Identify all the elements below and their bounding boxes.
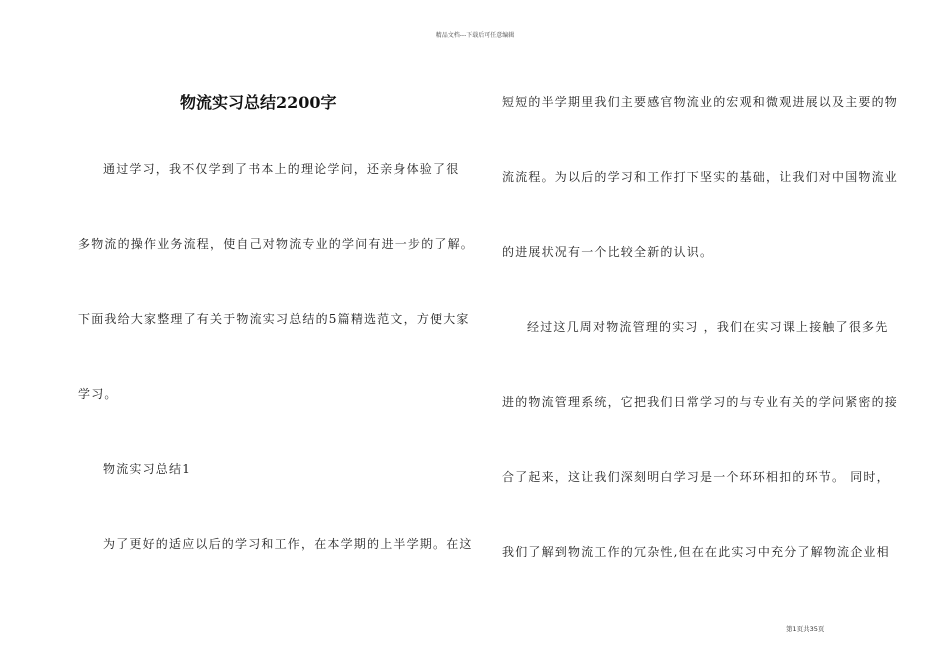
right-line-1: 短短的半学期里我们主要感官物流业的宏观和微观进展以及主要的物 bbox=[502, 95, 899, 109]
right-line-3: 的进展状况有一个比较全新的认识。 bbox=[502, 245, 714, 259]
left-line-2: 多物流的操作业务流程，使自己对物流专业的学问有进一步的了解。 bbox=[78, 237, 475, 251]
right-line-4: 经过这几周对物流管理的实习 ，我们在实习课上接触了很多先 bbox=[527, 320, 889, 334]
left-line-6: 为了更好的适应以后的学习和工作，在本学期的上半学期。在这 bbox=[103, 537, 473, 551]
left-line-3: 下面我给大家整理了有关于物流实习总结的5篇精选范文，方便大家 bbox=[78, 312, 470, 326]
header-note: 精品文档---下载后可任意编辑 bbox=[435, 32, 515, 39]
section-heading: 物流实习总结1 bbox=[103, 462, 192, 476]
page-number: 第1页共35页 bbox=[786, 625, 825, 633]
right-line-2: 流流程。为以后的学习和工作打下坚实的基础，让我们对中国物流业 bbox=[502, 170, 899, 184]
left-line-4: 学习。 bbox=[78, 387, 118, 401]
left-line-1: 通过学习，我不仅学到了书本上的理论学问，还亲身体验了很 bbox=[103, 162, 460, 176]
right-line-5: 进的物流管理系统，它把我们日常学习的与专业有关的学问紧密的接 bbox=[502, 395, 899, 409]
document-title: 物流实习总结2200字 bbox=[180, 93, 337, 112]
right-line-6: 合了起来，这让我们深刻明白学习是一个环环相扣的环节。 同时， bbox=[502, 470, 890, 484]
right-line-7: 我们了解到物流工作的冗杂性,但在在此实习中充分了解物流企业相 bbox=[502, 545, 890, 559]
